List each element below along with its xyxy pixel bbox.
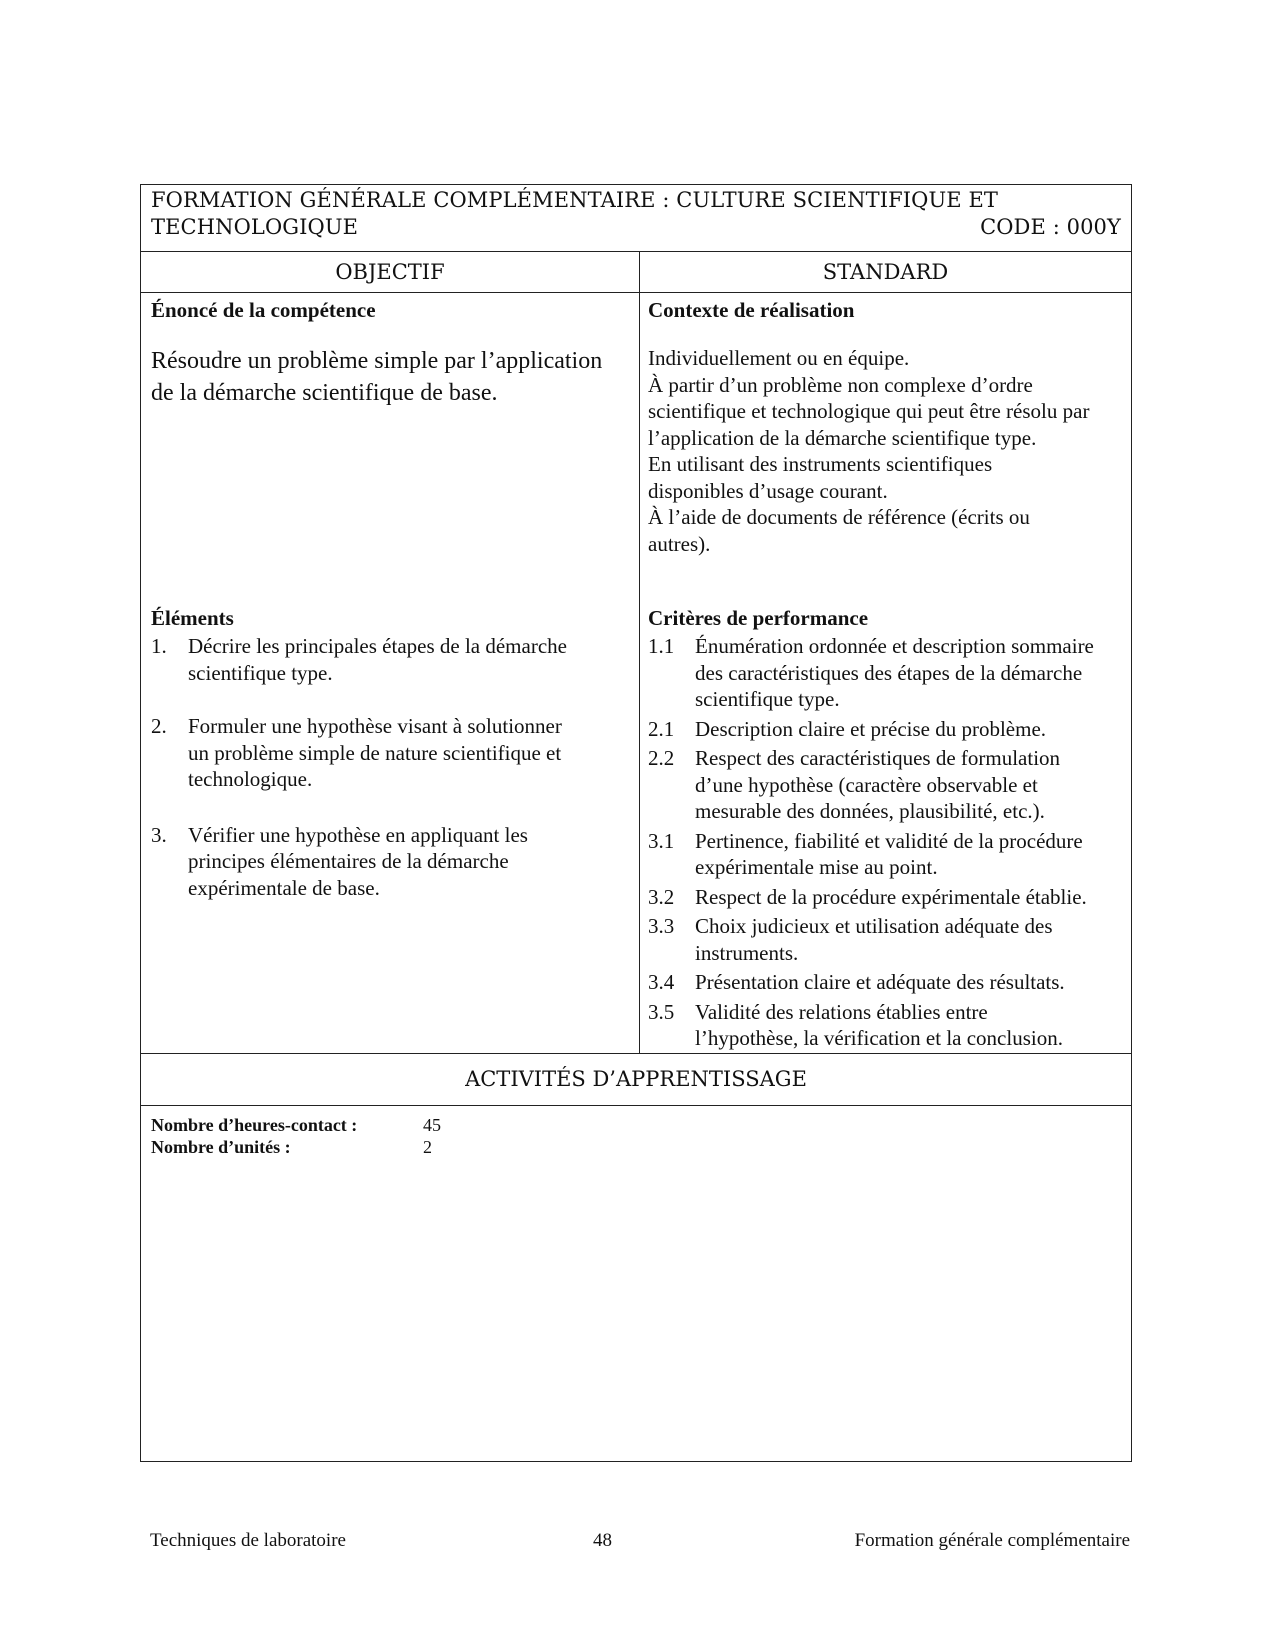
element-line: expérimentale de base. [188,875,380,900]
critere-item [648,828,1129,881]
element-item [151,822,631,902]
critere-line: Énumération ordonnée et description sommaire [695,634,1094,658]
critere-line: Respect des caractéristiques de formulation [695,746,1061,770]
unites-label: Nombre d’unités : [151,1137,291,1157]
element-line: Formuler une hypothèse visant à solutionner [188,714,562,738]
contexte-text [648,345,1129,557]
critere-line: l’hypothèse, la vérification et la conclusion. [695,1026,1063,1050]
critere-number: 3.2 [648,884,675,909]
contexte-line: scientifique et technologique qui peut être résolu par [648,399,1090,423]
page-number: 48 [593,1530,612,1551]
enonce-line: de la démarche scientifique de base. [151,380,498,406]
contexte-line: disponibles d’usage courant. [648,478,888,503]
critere-line: Description claire et précise du problème. [695,716,1047,741]
header-title-line1: FORMATION GÉNÉRALE COMPLÉMENTAIRE : CULTURE SCIENTIFIQUE ET [151,188,999,212]
page-footer [150,1526,1130,1556]
critere-line: Respect de la procédure expérimentale établie. [695,884,1087,909]
critere-item [648,884,1129,911]
objectif-title: OBJECTIF [141,252,639,293]
critere-line: d’une hypothèse (caractère observable et [695,772,1038,797]
critere-item [648,633,1129,713]
elements-section [151,603,631,901]
element-line: technologique. [188,767,313,791]
critere-item [648,745,1129,825]
critere-number: 1.1 [648,634,675,658]
activites-title: ACTIVITÉS D’APPRENTISSAGE [141,1054,1131,1106]
heures-label: Nombre d’heures-contact : [151,1115,358,1135]
contexte-line: En utilisant des instruments scientifiques [648,452,993,476]
header-title-line2: TECHNOLOGIQUE [151,215,359,239]
critere-item [648,716,1129,743]
critere-number: 3.5 [648,999,675,1024]
contexte-line: À partir d’un problème non complexe d’ordre [648,372,1033,397]
critere-line: Présentation claire et adéquate des résultats. [695,970,1065,994]
footer-program: Techniques de laboratoire [150,1530,346,1551]
critere-line: Choix judicieux et utilisation adéquate des [695,914,1053,938]
element-number: 2. [151,714,167,738]
objectif-column [141,252,640,1053]
element-line: un problème simple de nature scientifique et [188,740,562,765]
critere-item [648,969,1129,996]
course-code: CODE : 000Y [980,215,1121,239]
footer-section: Formation générale complémentaire [854,1530,1130,1551]
heures-value: 45 [423,1115,441,1135]
critere-line: expérimentale mise au point. [695,855,938,879]
enonce-text [151,345,631,409]
standard-column [640,252,1131,1053]
criteres-section [648,603,1129,1052]
critere-number: 3.4 [648,970,675,994]
critere-item [648,913,1129,966]
element-line: principes élémentaires de la démarche [188,849,509,873]
critere-number: 3.3 [648,914,675,938]
element-number: 3. [151,822,167,847]
enonce-label: Énoncé de la compétence [151,298,376,322]
enonce-line: Résoudre un problème simple par l’application [151,348,603,374]
critere-number: 2.1 [648,716,675,741]
critere-item [648,999,1129,1052]
element-number: 1. [151,634,167,658]
element-line: Vérifier une hypothèse en appliquant les [188,822,528,847]
contexte-line: Individuellement ou en équipe. [648,346,910,370]
critere-line: Pertinence, fiabilité et validité de la procédure [695,828,1083,853]
element-line: scientifique type. [188,660,333,685]
sheet-header [141,185,1131,252]
element-item [151,633,631,686]
critere-line: instruments. [695,940,799,965]
hours-block [141,1106,1131,1166]
element-item [151,713,631,793]
critere-line: des caractéristiques des étapes de la démarche [695,660,1083,685]
contexte-label: Contexte de réalisation [648,298,855,322]
contexte-line: l’application de la démarche scientifique type. [648,425,1037,450]
critere-number: 3.1 [648,828,675,853]
contexte-line: À l’aide de documents de référence (écrits ou [648,505,1030,529]
critere-number: 2.2 [648,746,675,770]
criteres-label: Critères de performance [648,606,869,630]
contexte-line: autres). [648,531,711,556]
element-line: Décrire les principales étapes de la démarche [188,634,567,658]
critere-line: Validité des relations établies entre [695,999,988,1024]
elements-label: Éléments [151,606,234,630]
critere-line: mesurable des données, plausibilité, etc.). [695,799,1045,823]
unites-value: 2 [423,1137,432,1157]
competency-sheet [140,184,1132,1462]
critere-line: scientifique type. [695,687,840,711]
standard-title: STANDARD [640,252,1131,293]
